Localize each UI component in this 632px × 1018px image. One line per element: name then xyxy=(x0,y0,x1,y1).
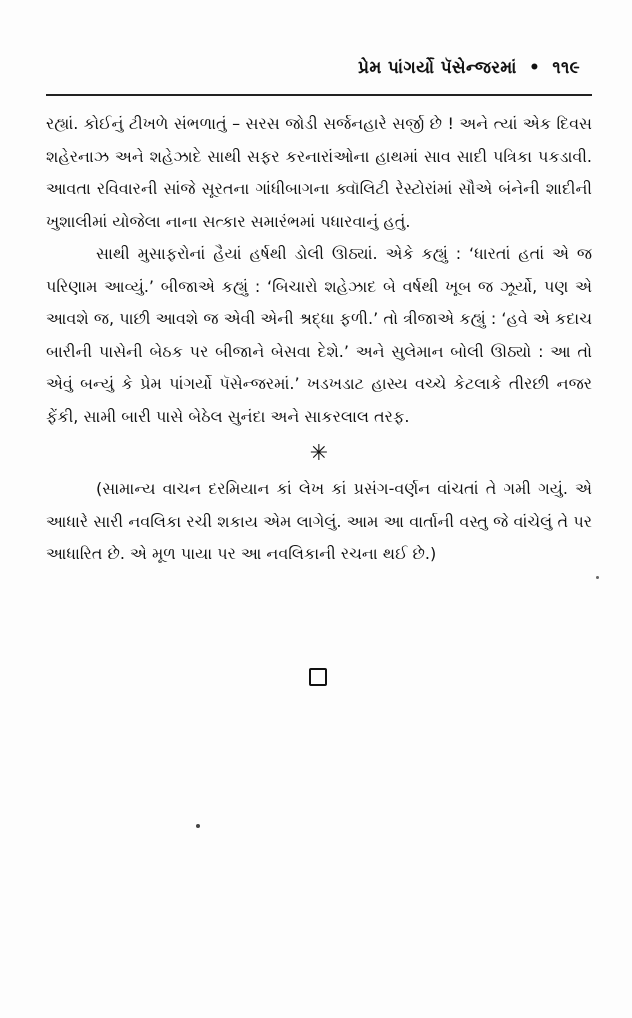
print-speck xyxy=(196,824,200,828)
header-bullet: • xyxy=(528,58,541,78)
running-header xyxy=(358,58,580,78)
square-end-mark-icon xyxy=(309,668,327,686)
section-ornament: ✳ xyxy=(309,441,329,466)
paragraph-1: રહ્યાં. કોઈનું ટીખળે સંભળાતું – સરસ જોડી સર્જનહારે સર્જી છે ! અને ત્યાં એક દિવસ શહેરનાઝ અને શહેઝાદે સાથી સફર કરનારાંઓના હાથમાં સાવ સાદી પત્રિકા પકડાવી. આવતા રવિવારની સાંજે સૂરતના ગાંધીબાગના ક્વૉલિટી રેસ્ટોરાંમાં સૌએ બંનેની શાદીની ખુશાલીમાં યોજેલા નાના સત્કાર સમારંભમાં પધારવાનું હતું. xyxy=(46,114,592,231)
page-number: ૧૧૯ xyxy=(552,58,580,78)
paragraph-3-author-note: (સામાન્ય વાચન દરમિયાન કાં લેખ કાં પ્રસંગ-વર્ણન વાંચતાં તે ગમી ગયું. એ આધારે સારી નવલિકા રચી શકાય એમ લાગેલું. આમ આ વાર્તાની વસ્તુ જે વાંચેલું તે પર આધારિત છે. એ મૂળ પાયા પર આ નવલિકાની રચના થઈ છે.) xyxy=(46,479,592,563)
running-header-title: પ્રેમ પાંગર્યો પૅસેન્જરમાં xyxy=(358,58,517,78)
header-rule xyxy=(46,94,592,96)
body-text xyxy=(46,108,592,571)
print-speck xyxy=(596,576,599,579)
paragraph-2: સાથી મુસાફરોનાં હૈયાં હર્ષથી ડોલી ઊઠ્યાં. એકે કહ્યું : ‘ધારતાં હતાં એ જ પરિણામ આવ્યું.’ બીજાએ કહ્યું : ‘બિચારો શહેઝાદ બે વર્ષથી ખૂબ જ ઝૂર્યો, પણ એ આવશે જ, પાછી આવશે જ એવી એની શ્રદ્ધા ફળી.’ તો ત્રીજાએ કહ્યું : ‘હવે એ કદાચ બારીની પાસેની બેઠક પર બીજાને બેસવા દેશે.’ અને સુલેમાન બોલી ઊઠ્યો : આ તો એવું બન્યું કે પ્રેમ પાંગર્યો પૅસેન્જરમાં.’ ખડખડાટ હાસ્ય વચ્ચે કેટલાકે તીરછી નજર ફેંકી, સામી બારી પાસે બેઠેલ સુનંદા અને સાકરલાલ તરફ. xyxy=(46,244,592,426)
